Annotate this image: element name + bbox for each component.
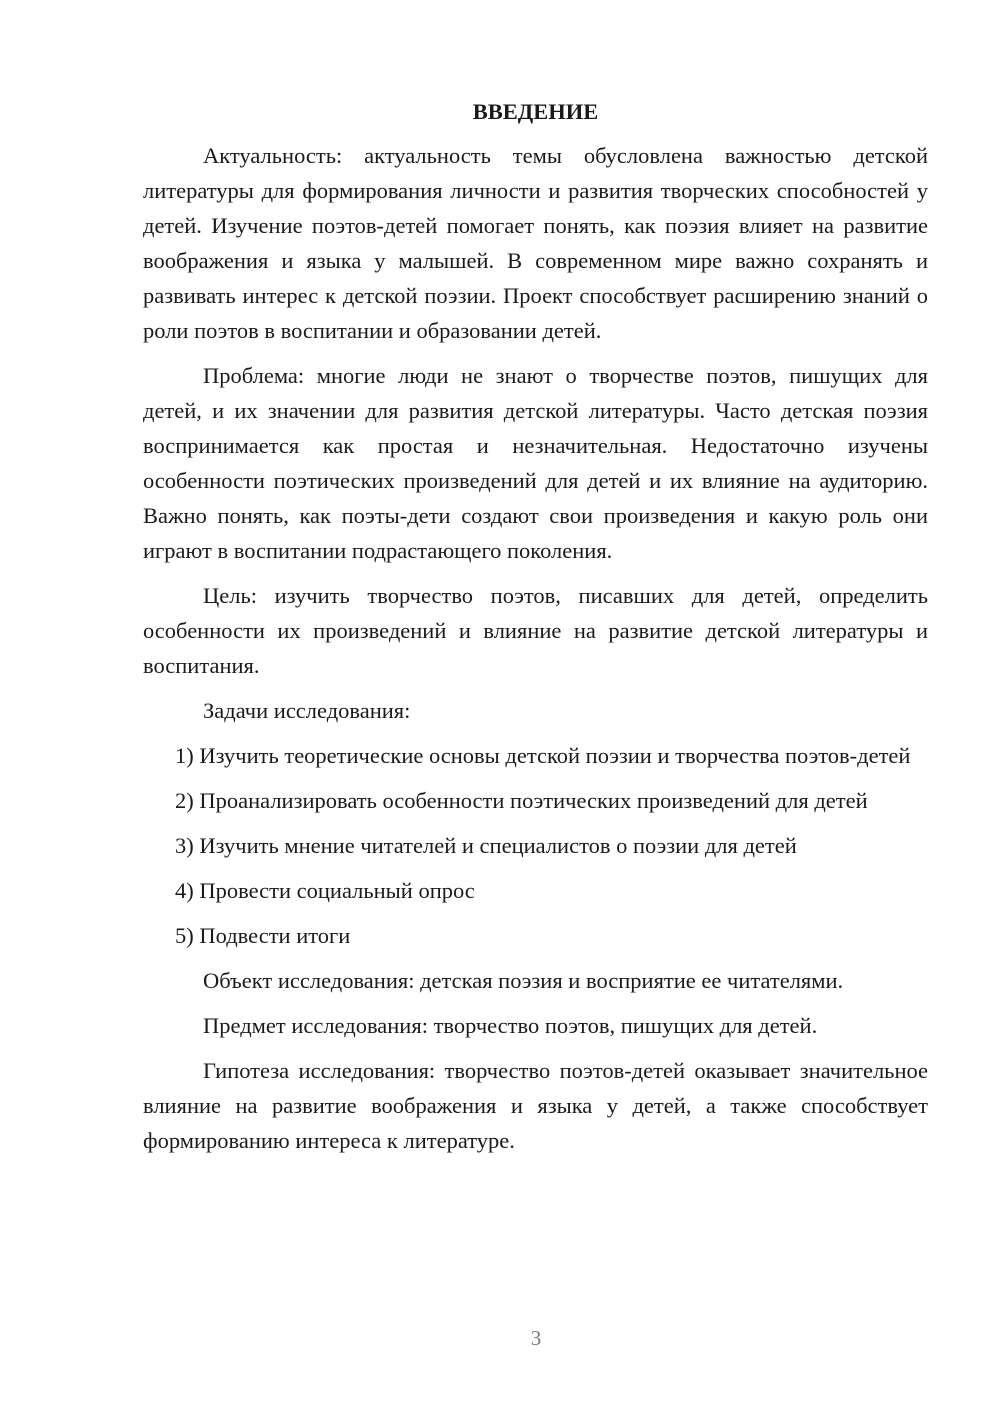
- problem-paragraph: Проблема: многие люди не знают о творчестве поэтов, пишущих для детей, и их значении для развития детской литературы. Часто детская поэзия воспринимается как простая и незначительная. Недостаточно изучены особенности поэтических произведений для детей и их влияние на аудиторию. Важно понять, как поэты-дети создают свои произведения и какую роль они играют в воспитании подрастающего поколения.: [143, 363, 928, 563]
- task-item: 4) Провести социальный опрос: [175, 878, 475, 903]
- subject-paragraph: Предмет исследования: творчество поэтов, пишущих для детей.: [203, 1013, 818, 1038]
- object-paragraph: Объект исследования: детская поэзия и восприятие ее читателями.: [203, 968, 844, 993]
- page-content: [143, 94, 928, 1168]
- goal-paragraph: Цель: изучить творчество поэтов, писавших для детей, определить особенности их произведений и влияние на развитие детской литературы и воспитания.: [143, 583, 928, 678]
- page-number: 3: [530, 1326, 542, 1350]
- hypothesis-paragraph: Гипотеза исследования: творчество поэтов-детей оказывает значительное влияние на развитие воображения и языка у детей, а также способствует формированию интереса к литературе.: [143, 1058, 928, 1153]
- task-item: 3) Изучить мнение читателей и специалистов о поэзии для детей: [175, 833, 797, 858]
- task-item: 2) Проанализировать особенности поэтических произведений для детей: [175, 788, 868, 813]
- task-item: 1) Изучить теоретические основы детской поэзии и творчества поэтов-детей: [175, 743, 911, 768]
- section-title: ВВЕДЕНИЕ: [472, 99, 599, 124]
- relevance-paragraph: Актуальность: актуальность темы обусловлена важностью детской литературы для формирования личности и развития творческих способностей у детей. Изучение поэтов-детей помогает понять, как поэзия влияет на развитие воображения и языка у малышей. В современном мире важно сохранять и развивать интерес к детской поэзии. Проект способствует расширению знаний о роли поэтов в воспитании и образовании детей.: [143, 143, 928, 343]
- task-item: 5) Подвести итоги: [175, 923, 351, 948]
- tasks-heading: Задачи исследования:: [203, 698, 411, 723]
